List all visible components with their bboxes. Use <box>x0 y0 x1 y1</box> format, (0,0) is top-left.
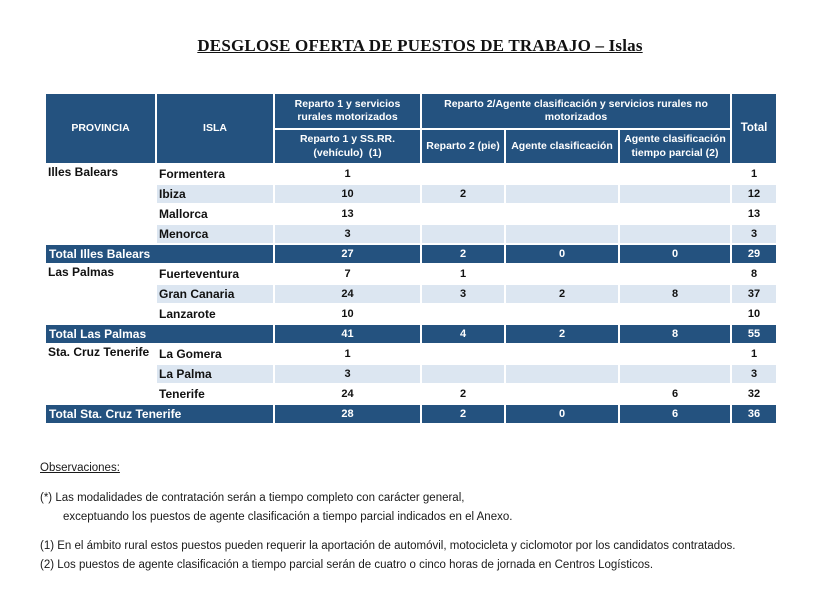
total-value: 8 <box>731 264 777 284</box>
table-row <box>45 264 777 284</box>
header-row-groups <box>45 93 777 129</box>
total-row <box>45 404 777 424</box>
reparto1-value: 1 <box>274 344 421 364</box>
agente-parcial-value <box>619 264 731 284</box>
col-header-reparto1-group: Reparto 1 y servicios rurales motorizados <box>274 93 421 129</box>
isla-cell: Formentera <box>156 164 274 184</box>
reparto1-value: 7 <box>274 264 421 284</box>
table-row <box>45 164 777 184</box>
isla-cell: Menorca <box>156 224 274 244</box>
agente-parcial-total: 8 <box>619 324 731 344</box>
col-header-agente-clasificacion: Agente clasificación <box>505 129 619 164</box>
reparto2-pie-total: 2 <box>421 404 505 424</box>
col-header-provincia: PROVINCIA <box>45 93 156 164</box>
agente-value <box>505 224 619 244</box>
reparto2-pie-value: 2 <box>421 384 505 404</box>
agente-value <box>505 264 619 284</box>
agente-parcial-value: 6 <box>619 384 731 404</box>
reparto1-total: 41 <box>274 324 421 344</box>
reparto1-value: 24 <box>274 384 421 404</box>
agente-parcial-value <box>619 184 731 204</box>
reparto2-pie-total: 4 <box>421 324 505 344</box>
total-value: 3 <box>731 364 777 384</box>
isla-cell: Tenerife <box>156 384 274 404</box>
reparto1-value: 24 <box>274 284 421 304</box>
agente-parcial-value <box>619 224 731 244</box>
reparto2-pie-value <box>421 224 505 244</box>
isla-cell: La Palma <box>156 364 274 384</box>
table-header <box>45 93 777 164</box>
col-header-reparto2-pie: Reparto 2 (pie) <box>421 129 505 164</box>
total-row <box>45 324 777 344</box>
reparto2-pie-value <box>421 304 505 324</box>
isla-cell: Fuerteventura <box>156 264 274 284</box>
total-value: 37 <box>731 284 777 304</box>
grand-total: 55 <box>731 324 777 344</box>
agente-value: 2 <box>505 284 619 304</box>
reparto1-total: 27 <box>274 244 421 264</box>
observations-section <box>40 459 830 575</box>
col-header-agente-clasificacion-parcial: Agente clasificación tiempo parcial (2) <box>619 129 731 164</box>
agente-parcial-value <box>619 364 731 384</box>
total-value: 3 <box>731 224 777 244</box>
reparto1-total: 28 <box>274 404 421 424</box>
reparto2-pie-value: 2 <box>421 184 505 204</box>
reparto2-pie-value <box>421 364 505 384</box>
table-row <box>45 344 777 364</box>
agente-parcial-value <box>619 304 731 324</box>
agente-value <box>505 184 619 204</box>
observations-heading: Observaciones: <box>40 462 120 474</box>
col-header-reparto1-sub: Reparto 1 y SS.RR. (vehículo) (1) <box>274 129 421 164</box>
reparto1-value: 3 <box>274 224 421 244</box>
isla-cell: La Gomera <box>156 344 274 364</box>
grand-total: 29 <box>731 244 777 264</box>
total-row <box>45 244 777 264</box>
agente-parcial-value <box>619 164 731 184</box>
agente-total: 0 <box>505 404 619 424</box>
isla-cell: Ibiza <box>156 184 274 204</box>
total-row-label: Total Las Palmas <box>45 324 274 344</box>
reparto2-pie-value <box>421 344 505 364</box>
table-body <box>45 164 777 424</box>
reparto1-value: 10 <box>274 304 421 324</box>
isla-cell: Gran Canaria <box>156 284 274 304</box>
reparto1-value: 10 <box>274 184 421 204</box>
agente-total: 0 <box>505 244 619 264</box>
reparto1-value: 3 <box>274 364 421 384</box>
total-value: 12 <box>731 184 777 204</box>
total-value: 1 <box>731 164 777 184</box>
reparto2-pie-value: 3 <box>421 284 505 304</box>
notes-spacer <box>40 527 830 537</box>
col-header-isla: ISLA <box>156 93 274 164</box>
total-row-label: Total Sta. Cruz Tenerife <box>45 404 274 424</box>
isla-cell: Mallorca <box>156 204 274 224</box>
agente-value <box>505 364 619 384</box>
note-2: (2) Los puestos de agente clasificación a tiempo parcial serán de cuatro o cinco horas de jornada en Centros Logísticos. <box>40 559 654 571</box>
agente-parcial-value <box>619 344 731 364</box>
provincia-cell: Sta. Cruz Tenerife <box>45 344 156 404</box>
agente-value <box>505 164 619 184</box>
agente-value <box>505 204 619 224</box>
col-header-reparto2-group: Reparto 2/Agente clasificación y servicios rurales no motorizados <box>421 93 731 129</box>
page-title: DESGLOSE OFERTA DE PUESTOS DE TRABAJO – Islas <box>197 36 643 55</box>
note-asterisk-line1: (*) Las modalidades de contratación serán a tiempo completo con carácter general, <box>40 492 465 504</box>
note-1: (1) En el ámbito rural estos puestos pueden requerir la aportación de automóvil, motocicleta y ciclomotor por los candidatos contratados. <box>40 540 736 552</box>
total-value: 10 <box>731 304 777 324</box>
reparto1-value: 1 <box>274 164 421 184</box>
provincia-cell: Illes Balears <box>45 164 156 244</box>
note-asterisk-line2: exceptuando los puestos de agente clasificación a tiempo parcial indicados en el Anexo. <box>63 511 513 523</box>
total-value: 32 <box>731 384 777 404</box>
isla-cell: Lanzarote <box>156 304 274 324</box>
agente-parcial-value: 8 <box>619 284 731 304</box>
job-offers-table <box>44 92 778 425</box>
reparto2-pie-total: 2 <box>421 244 505 264</box>
agente-value <box>505 304 619 324</box>
total-row-label: Total Illes Balears <box>45 244 274 264</box>
grand-total: 36 <box>731 404 777 424</box>
reparto2-pie-value <box>421 204 505 224</box>
total-value: 1 <box>731 344 777 364</box>
provincia-cell: Las Palmas <box>45 264 156 324</box>
agente-parcial-value <box>619 204 731 224</box>
total-value: 13 <box>731 204 777 224</box>
agente-value <box>505 344 619 364</box>
reparto2-pie-value: 1 <box>421 264 505 284</box>
reparto2-pie-value <box>421 164 505 184</box>
agente-parcial-total: 0 <box>619 244 731 264</box>
agente-total: 2 <box>505 324 619 344</box>
reparto1-value: 13 <box>274 204 421 224</box>
agente-value <box>505 384 619 404</box>
col-header-total: Total <box>731 93 777 164</box>
agente-parcial-total: 6 <box>619 404 731 424</box>
